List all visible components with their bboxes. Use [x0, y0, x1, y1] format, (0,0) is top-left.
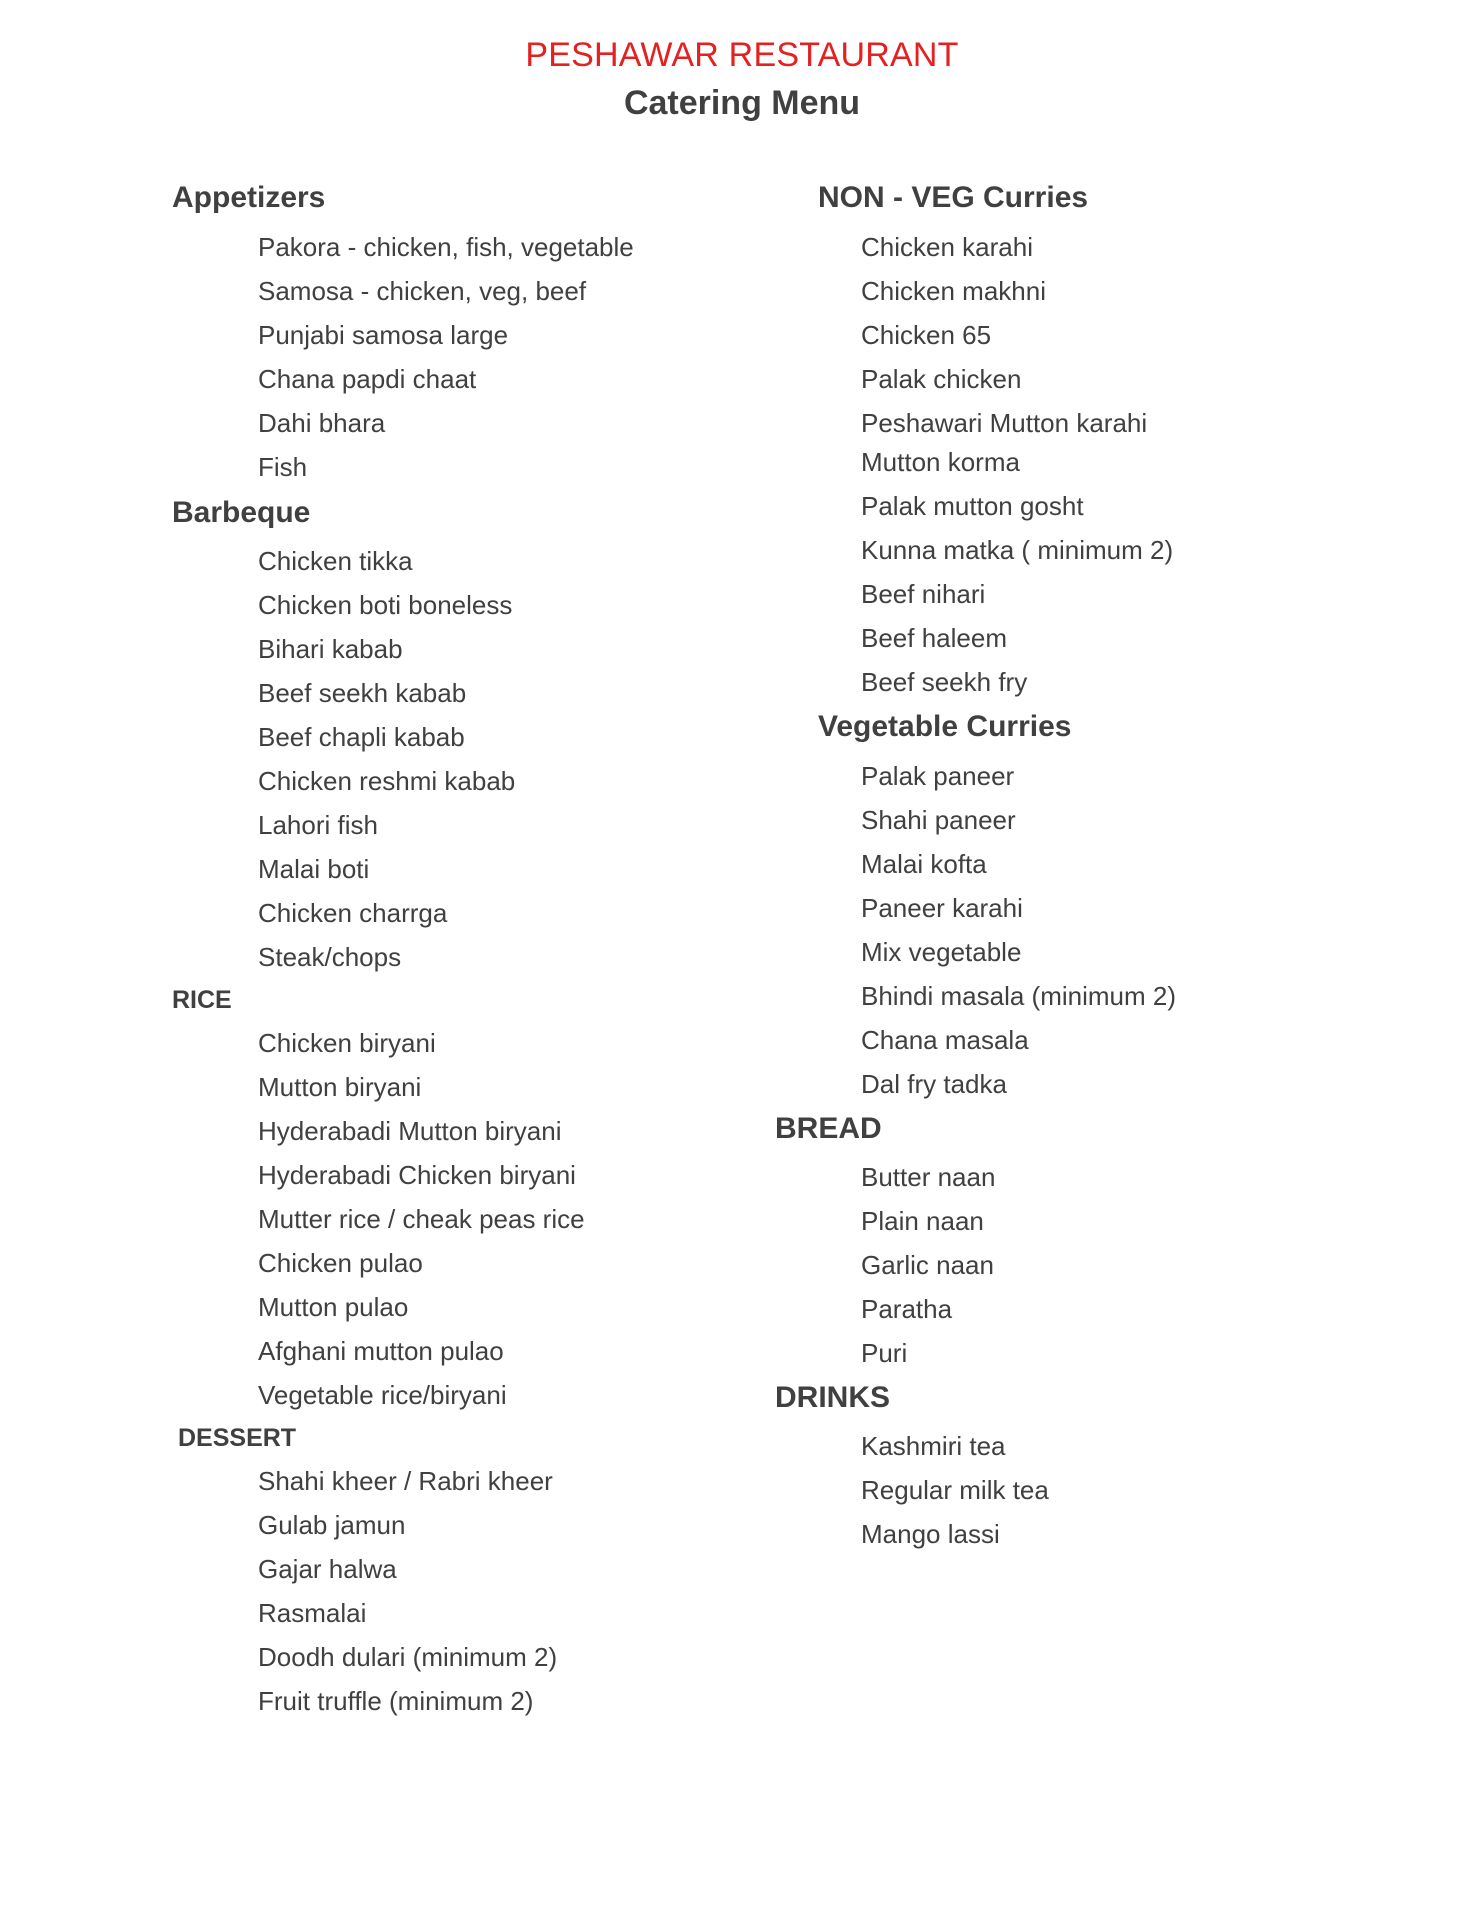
menu-item: Mutter rice / cheak peas rice: [258, 1204, 585, 1234]
menu-item: Mango lassi: [861, 1519, 1000, 1549]
menu-item: Chicken tikka: [258, 546, 413, 576]
dessert-heading: DESSERT: [178, 1424, 297, 1452]
menu-item: Rasmalai: [258, 1598, 367, 1628]
menu-item: Puri: [861, 1338, 908, 1368]
menu-item: Lahori fish: [258, 810, 378, 840]
menu-item: Chicken 65: [861, 320, 992, 350]
barbeque-heading: Barbeque: [172, 496, 311, 529]
menu-item: Pakora - chicken, fish, vegetable: [258, 232, 634, 262]
menu-item: Chicken charrga: [258, 898, 448, 928]
menu-item: Gajar halwa: [258, 1554, 397, 1584]
menu-item: Dahi bhara: [258, 408, 386, 438]
menu-item: Beef haleem: [861, 623, 1007, 653]
menu-item: Mix vegetable: [861, 937, 1022, 967]
menu-item: Hyderabadi Chicken biryani: [258, 1160, 576, 1190]
menu-item: Beef seekh kabab: [258, 678, 467, 708]
menu-item: Gulab jamun: [258, 1510, 406, 1540]
menu-item: Hyderabadi Mutton biryani: [258, 1116, 562, 1146]
menu-item: Mutton pulao: [258, 1292, 409, 1322]
menu-item: Chicken reshmi kabab: [258, 766, 516, 796]
menu-item: Mutton korma: [861, 447, 1020, 477]
menu-item: Peshawari Mutton karahi: [861, 408, 1148, 438]
menu-item: Doodh dulari (minimum 2): [258, 1642, 558, 1672]
vegetable-curries-heading: Vegetable Curries: [818, 710, 1072, 743]
menu-item: Afghani mutton pulao: [258, 1336, 504, 1366]
menu-item: Butter naan: [861, 1162, 996, 1192]
menu-item: Chicken pulao: [258, 1248, 423, 1278]
menu-item: Malai boti: [258, 854, 370, 884]
menu-item: Chana papdi chaat: [258, 364, 477, 394]
menu-item: Steak/chops: [258, 942, 402, 972]
menu-item: Dal fry tadka: [861, 1069, 1007, 1099]
menu-item: Mutton biryani: [258, 1072, 422, 1102]
menu-item: Punjabi samosa large: [258, 320, 509, 350]
menu-item: Malai kofta: [861, 849, 987, 879]
menu-item: Bihari kabab: [258, 634, 403, 664]
non-veg-curries-heading: NON - VEG Curries: [818, 181, 1089, 214]
menu-item: Kunna matka ( minimum 2): [861, 535, 1174, 565]
menu-item: Beef seekh fry: [861, 667, 1028, 697]
menu-item: Fruit truffle (minimum 2): [258, 1686, 534, 1716]
menu-item: Kashmiri tea: [861, 1431, 1006, 1461]
menu-item: Chicken boti boneless: [258, 590, 513, 620]
appetizers-heading: Appetizers: [172, 181, 326, 214]
menu-item: Paratha: [861, 1294, 953, 1324]
menu-item: Beef chapli kabab: [258, 722, 465, 752]
menu-item: Chana masala: [861, 1025, 1029, 1055]
menu-item: Palak mutton gosht: [861, 491, 1084, 521]
menu-item: Chicken karahi: [861, 232, 1033, 262]
menu-item: Garlic naan: [861, 1250, 994, 1280]
bread-heading: BREAD: [775, 1112, 882, 1145]
menu-item: Palak paneer: [861, 761, 1015, 791]
menu-item: Chicken makhni: [861, 276, 1046, 306]
menu-item: Paneer karahi: [861, 893, 1023, 923]
menu-item: Shahi kheer / Rabri kheer: [258, 1466, 553, 1496]
rice-heading: RICE: [172, 986, 232, 1014]
menu-item: Samosa - chicken, veg, beef: [258, 276, 587, 306]
menu-title: Catering Menu: [623, 84, 861, 122]
menu-item: Shahi paneer: [861, 805, 1016, 835]
menu-item: Regular milk tea: [861, 1475, 1049, 1505]
menu-item: Plain naan: [861, 1206, 984, 1236]
drinks-heading: DRINKS: [775, 1381, 891, 1414]
menu-item: Vegetable rice/biryani: [258, 1380, 507, 1410]
restaurant-name: PESHAWAR RESTAURANT: [525, 36, 959, 74]
menu-item: Beef nihari: [861, 579, 986, 609]
menu-item: Bhindi masala (minimum 2): [861, 981, 1176, 1011]
menu-item: Chicken biryani: [258, 1028, 436, 1058]
menu-item: Fish: [258, 452, 308, 482]
menu-item: Palak chicken: [861, 364, 1022, 394]
